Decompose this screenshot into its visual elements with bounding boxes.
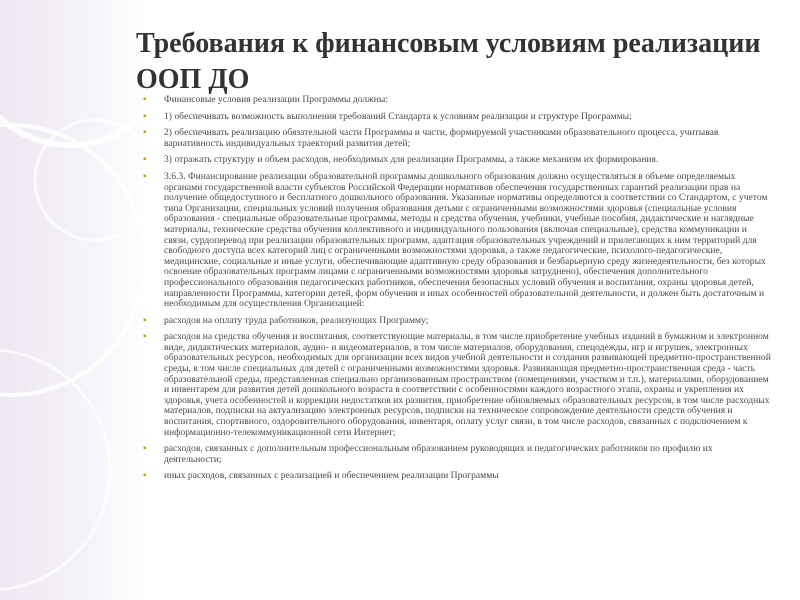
bullet-item-learning-materials-costs: [140, 332, 772, 438]
bullet-text: расходов на оплату труда работников, реализующих Программу;: [164, 314, 429, 326]
bullet-text: Финансовые условия реализации Программы должны:: [164, 94, 389, 105]
bullet-text: 2) обеспечивать реализацию обязательной части Программы и части, формируемой участниками образовательного процесса, учитывая вариативность индивидуальных траекторий развития детей;: [164, 127, 719, 149]
bullet-marker-icon: ▪: [143, 170, 147, 182]
bullet-item-requirement-2: [140, 128, 772, 149]
content-bullet-list: [140, 95, 772, 488]
bullet-item-professional-education-costs: [140, 444, 772, 465]
bullet-marker-icon: ▪: [143, 470, 147, 482]
bullet-text: 1) обеспечивать возможность выполнения требований Стандарта к условиям реализации и структуре Программы;: [164, 110, 632, 122]
bullet-text: иных расходов, связанных с реализацией и обеспечением реализации Программы: [164, 470, 499, 482]
bullet-marker-icon: ▪: [143, 314, 147, 326]
bullet-marker-icon: ▪: [143, 331, 147, 343]
bullet-item-financial-conditions: [140, 95, 772, 106]
bullet-marker-icon: ▪: [143, 94, 147, 105]
bullet-text: расходов на средства обучения и воспитания, соответствующие материалы, в том числе приобретение учебных изданий в бумажном и электронном виде, дидактических материалов, аудио- и видеоматериалов, в том числе материалов, оборудования, спецодежды, игр и игрушек, электронных образовательных ресурсов, необходимых для организации всех видов учебной деятельности и создания развивающей предметно-пространственной среды, в том числе специальных для детей с ограниченными возможностями здоровья. Развивающая предметно-пространственная среда - часть образовательной среды, представленная специально организованным пространством (помещениями, участком и т.п.), материалами, оборудованием и инвентарем для развития детей дошкольного возраста в соответствии с особенностями каждого возрастного этапа, охраны и укрепления их здоровья, учета особенностей и коррекции недостатков их развития, приобретение обновляемых образовательных ресурсов, в том числе расходных материалов, подписки на актуализацию электронных ресурсов, подписки на техническое сопровождение деятельности средств обучения и воспитания, спортивного, оздоровительного оборудования, инвентаря, оплату услуг связи, в том числе расходов, связанных с подключением к информационно-телекоммуникационной сети Интернет;: [164, 331, 771, 438]
bullet-text: 3) отражать структуру и объем расходов, необходимых для реализации Программы, а также механизм их формирования.: [164, 154, 659, 166]
bullet-marker-icon: ▪: [143, 127, 147, 139]
decor-ring-inner: [35, 120, 155, 240]
bullet-item-other-costs: [140, 471, 772, 482]
bullet-item-section-3-6-3: [140, 172, 772, 310]
bullet-text: расходов, связанных с дополнительным профессиональным образованием руководящих и педагогических работников по профилю их деятельности;: [164, 443, 713, 465]
bullet-item-requirement-3: [140, 155, 772, 166]
bullet-text: 3.6.3. Финансирование реализации образовательной программы дошкольного образования должно осуществляться в объеме определяемых органами государственной власти субъектов Российской Федерации нормативов обеспечения государственных гарантий реализации прав на получение общедоступного и бесплатного дошкольного образования. Указанные нормативы определяются в соответствии со Стандартом, с учетом типа Организации, специальных условий получения образования детьми с ограниченными возможностями здоровья (специальные условия образования - специальные образовательные программы, методы и средства обучения, учебники, учебные пособия, дидактические и наглядные материалы, технические средства обучения коллективного и индивидуального пользования (включая специальные), средства коммуникации и связи, сурдоперевод при реализации образовательных программ, адаптация образовательных учреждений и прилегающих к ним территорий для свободного доступа всех категорий лиц с ограниченными возможностями здоровья, а также педагогические, психолого-педагогические, медицинские, социальные и иные услуги, обеспечивающие адаптивную среду образования и безбарьерную среду жизнедеятельности, без которых освоение образовательных программ лицами с ограниченными возможностями здоровья затруднено), обеспечения дополнительного профессионального образования педагогических работников, обеспечения безопасных условий обучения и воспитания, охраны здоровья детей, направленности Программы, категории детей, форм обучения и иных особенностей образовательной деятельности, и должен быть достаточным и необходимым для осуществления Организацией:: [164, 170, 768, 310]
bullet-marker-icon: ▪: [143, 110, 147, 122]
bullet-item-requirement-1: [140, 112, 772, 123]
bullet-item-labor-costs: [140, 316, 772, 327]
bullet-marker-icon: ▪: [143, 443, 147, 455]
bullet-marker-icon: ▪: [143, 154, 147, 166]
slide-title: Требования к финансовым условиям реализации ООП ДО: [136, 28, 761, 95]
